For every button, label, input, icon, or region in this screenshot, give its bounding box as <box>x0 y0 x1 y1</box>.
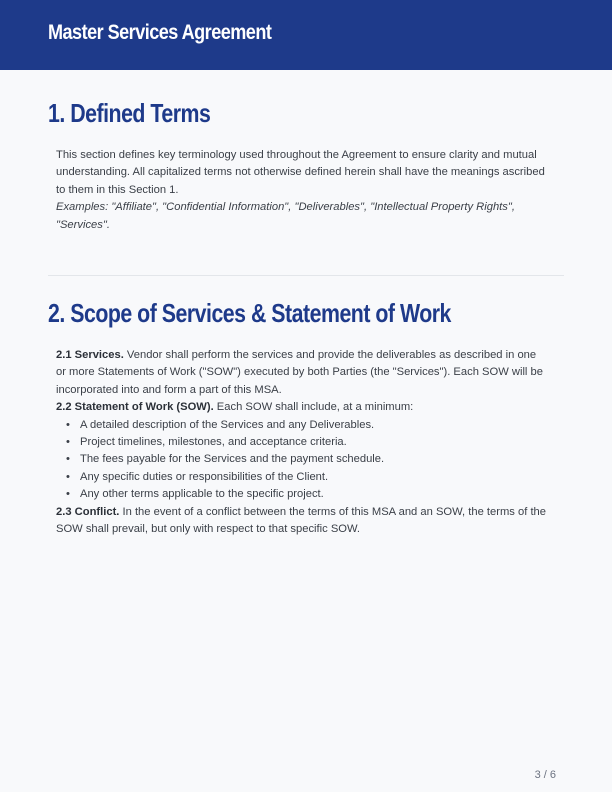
clause-2-3 <box>56 504 548 539</box>
section-2-heading: 2. Scope of Services & Statement of Work <box>48 298 451 328</box>
clause-text: In the event of a conflict between the terms of this MSA and an SOW, the terms of the SOW shall prevail, but only with respect to that specific SOW. <box>56 505 546 536</box>
list-item: • A detailed description of the Services and any Deliverables. <box>80 417 548 434</box>
section-1-intro: This section defines key terminology used throughout the Agreement to ensure clarity and mutual understanding. All capitalized terms not otherwise defined herein shall have the meanings ascribed to them in this Section 1. <box>56 149 545 196</box>
section-divider <box>48 275 564 276</box>
clause-label: 2.3 Conflict. <box>56 505 120 518</box>
sow-requirements-list <box>56 417 548 504</box>
clause-2-1 <box>56 347 548 399</box>
document-header <box>0 0 612 70</box>
document-title: Master Services Agreement <box>48 21 272 44</box>
clause-2-2 <box>56 399 548 416</box>
section-1-body <box>56 147 548 234</box>
list-item: • Any specific duties or responsibilities of the Client. <box>80 469 548 486</box>
section-1-examples: Examples: "Affiliate", "Confidential Information", "Deliverables", "Intellectual Property Rights", "Services". <box>56 201 515 231</box>
clause-text: Vendor shall perform the services and provide the deliverables as described in one or more Statements of Work ("SOW") executed by both Parties (the "Services"). Each SOW will be incorporated into and form a part of this MSA. <box>56 349 543 396</box>
list-item: • The fees payable for the Services and the payment schedule. <box>80 451 548 468</box>
section-2-body <box>56 347 548 538</box>
list-item: • Project timelines, milestones, and acceptance criteria. <box>80 434 548 451</box>
list-item: • Any other terms applicable to the specific project. <box>80 486 548 503</box>
clause-label: 2.1 Services. <box>56 349 124 361</box>
clause-label: 2.2 Statement of Work (SOW). <box>56 401 214 414</box>
clause-text: Each SOW shall include, at a minimum: <box>213 401 414 414</box>
page-number: 3 / 6 <box>534 769 556 781</box>
section-1-heading: 1. Defined Terms <box>48 98 211 128</box>
